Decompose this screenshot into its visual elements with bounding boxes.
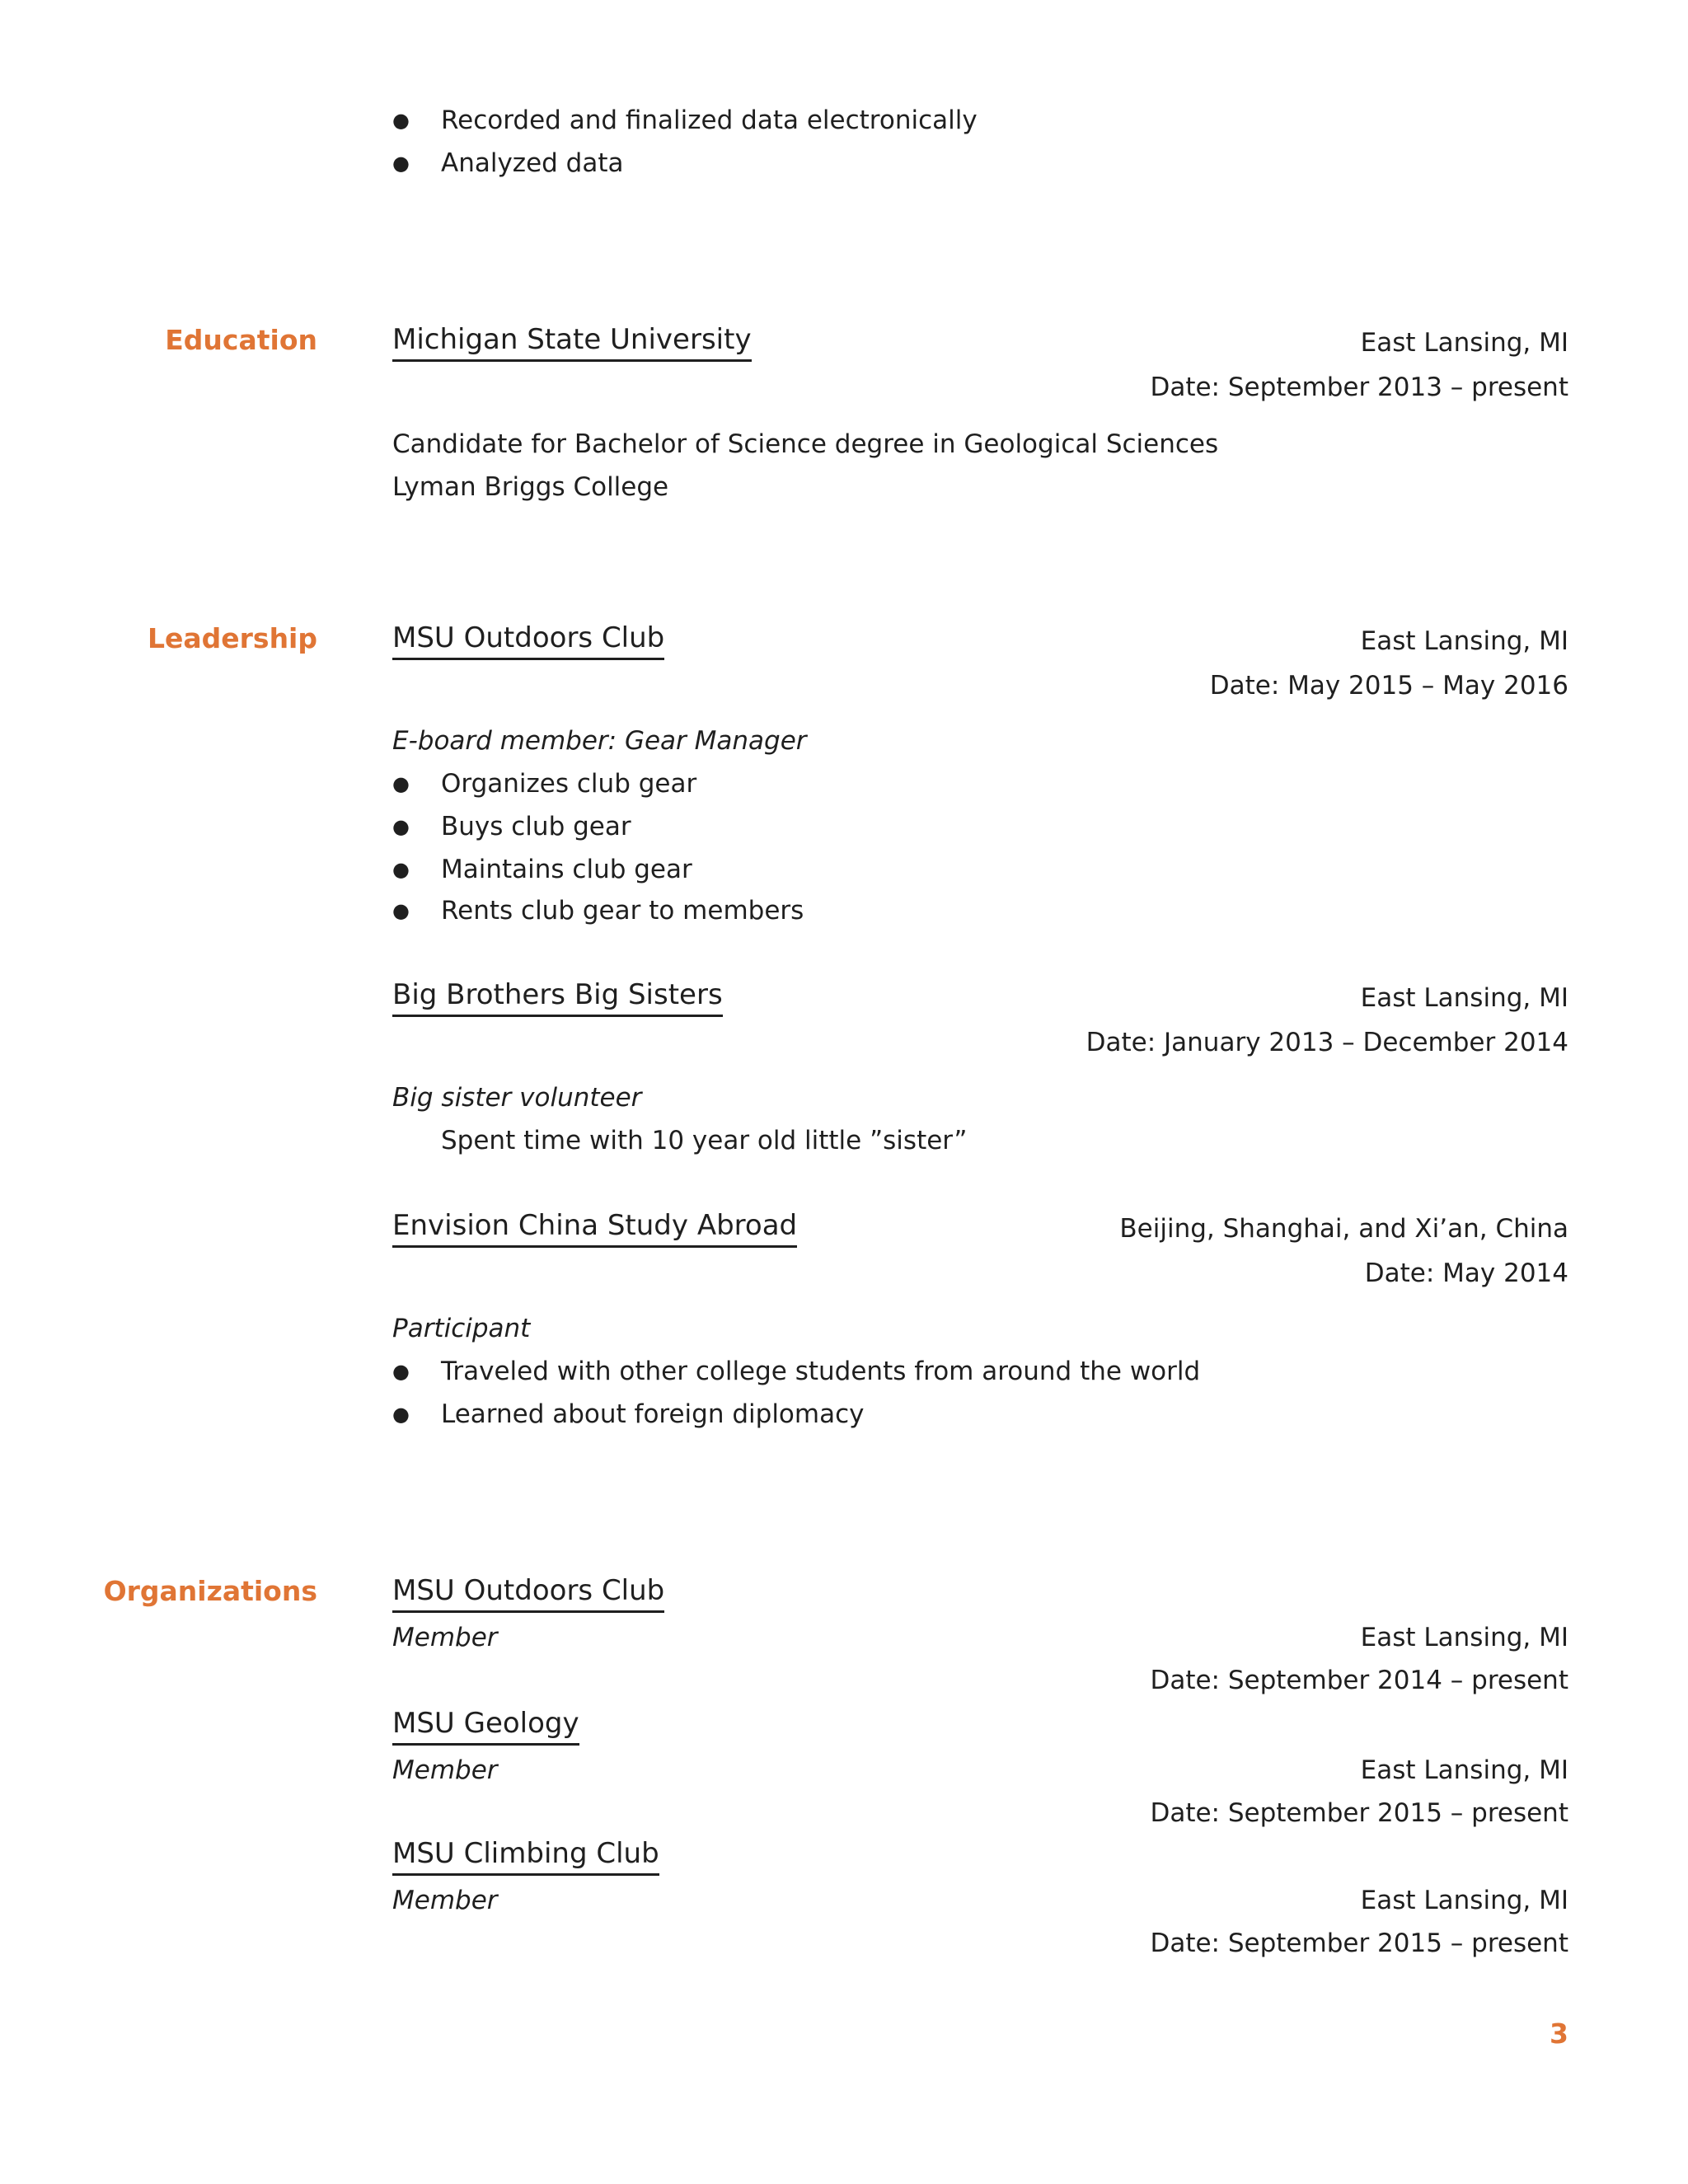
org-2-title: MSU Geology [392,1705,579,1746]
leadership-1-bullet-4: Rents club gear to members [441,896,804,926]
leadership-3-location: Beijing, Shanghai, and Xi’an, China [1119,1214,1568,1244]
leadership-1-bullet-1: Organizes club gear [441,769,697,799]
top-bullet-1: Recorded and finalized data electronically [441,105,978,135]
org-3-title: MSU Climbing Club [392,1835,659,1876]
leadership-1-date: Date: May 2015 – May 2016 [1209,671,1568,701]
education-location: East Lansing, MI [1360,328,1568,358]
leadership-3-date: Date: May 2014 [1364,1258,1568,1288]
leadership-1-location: East Lansing, MI [1360,626,1568,656]
bullet-dot: ● [392,772,410,795]
page-number: 3 [1550,2018,1568,2050]
org-3-role: Member [392,1886,498,1915]
org-1-role: Member [392,1623,498,1652]
bullet-dot: ● [392,109,410,132]
leadership-1-bullet-3: Maintains club gear [441,855,692,884]
org-1-date: Date: September 2014 – present [1150,1666,1568,1695]
bullet-dot: ● [392,899,410,922]
bullet-dot: ● [392,1360,410,1383]
leadership-2-title: Big Brothers Big Sisters [392,977,723,1017]
leadership-3-role: Participant [392,1314,531,1343]
leadership-3-bullet-1: Traveled with other college students from around the world [441,1357,1201,1386]
leadership-2-location: East Lansing, MI [1360,983,1568,1013]
education-degree: Candidate for Bachelor of Science degree in Geological Sciences [392,429,1219,459]
section-label-leadership: Leadership [147,622,317,654]
bullet-dot: ● [392,152,410,175]
section-label-education: Education [165,324,317,356]
org-1-title: MSU Outdoors Club [392,1572,664,1613]
section-label-organizations: Organizations [103,1575,317,1607]
org-2-location: East Lansing, MI [1360,1755,1568,1785]
leadership-1-bullet-2: Buys club gear [441,812,631,841]
leadership-2-role: Big sister volunteer [392,1083,642,1113]
education-college: Lyman Briggs College [392,472,669,502]
leadership-1-title: MSU Outdoors Club [392,620,664,660]
leadership-3-bullet-2: Learned about foreign diplomacy [441,1399,865,1429]
org-2-date: Date: September 2015 – present [1150,1798,1568,1828]
top-bullet-2: Analyzed data [441,148,624,178]
education-title: Michigan State University [392,321,752,362]
bullet-dot: ● [392,858,410,881]
org-2-role: Member [392,1755,498,1785]
org-1-location: East Lansing, MI [1360,1623,1568,1652]
leadership-3-title: Envision China Study Abroad [392,1207,797,1248]
bullet-dot: ● [392,815,410,838]
bullet-dot: ● [392,1403,410,1426]
org-3-location: East Lansing, MI [1360,1886,1568,1915]
leadership-2-date: Date: January 2013 – December 2014 [1085,1028,1568,1057]
education-date: Date: September 2013 – present [1150,373,1568,402]
leadership-2-detail: Spent time with 10 year old little ”sister” [441,1126,968,1155]
org-3-date: Date: September 2015 – present [1150,1929,1568,1958]
leadership-1-role: E-board member: Gear Manager [392,726,807,756]
